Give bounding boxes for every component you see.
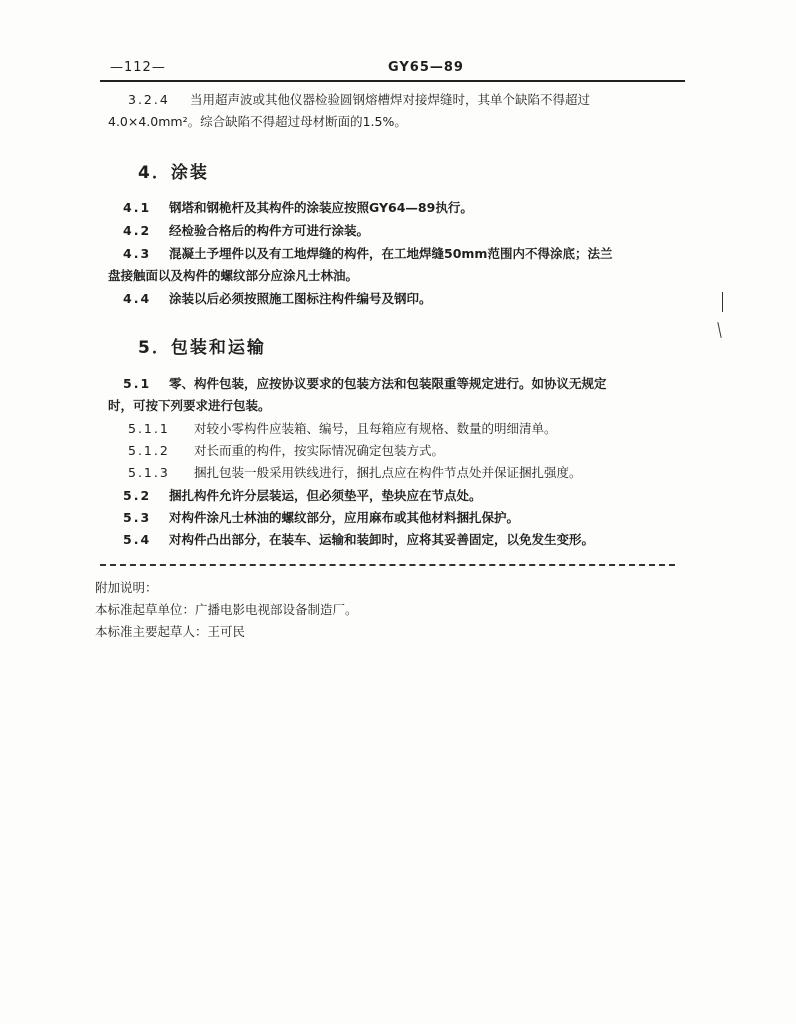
clause-text: 捆扎构件允许分层装运，但必须垫平，垫块应在节点处。	[169, 488, 482, 503]
clause-text: 钢塔和钢桅杆及其构件的涂装应按照GY64—89执行。	[169, 200, 473, 215]
clause-text: 对构件凸出部分，在装车、运输和装卸时，应将其妥善固定，以免发生变形。	[169, 532, 595, 547]
clause-text: 经检验合格后的构件方可进行涂装。	[169, 223, 370, 238]
clause-4-1	[123, 200, 473, 216]
clause-5-1-2	[128, 443, 444, 459]
clause-5-3	[123, 510, 519, 526]
clause-4-2	[123, 223, 369, 239]
notes-heading: 附加说明：	[95, 580, 158, 595]
clause-4-3-continued: 盘接触面以及构件的螺纹部分应涂凡士林油。	[108, 268, 359, 283]
clause-text: 当用超声波或其他仪器检验圆钢熔槽焊对接焊缝时，其单个缺陷不得超过	[190, 92, 591, 107]
clause-3-2-4-continued: 4.0×4.0mm²。综合缺陷不得超过母材断面的1.5%。	[108, 114, 407, 129]
clause-text: 捆扎包装一般采用铁线进行，捆扎点应在构件节点处并保证捆扎强度。	[194, 465, 582, 480]
clause-number: 4.3	[123, 246, 152, 261]
clause-text: 混凝土予埋件以及有工地焊缝的构件，在工地焊缝50mm范围内不得涂底；法兰	[169, 246, 613, 261]
clause-text: 对构件涂凡士林油的螺纹部分，应用麻布或其他材料捆扎保护。	[169, 510, 520, 525]
scan-mark	[717, 322, 721, 338]
clause-number: 4.2	[123, 223, 152, 238]
clause-text: 对长而重的构件，按实际情况确定包装方式。	[194, 443, 445, 458]
header-rule	[100, 80, 685, 82]
drafting-unit: 本标准起草单位：广播电影电视部设备制造厂。	[95, 602, 358, 617]
clause-number: 5.2	[123, 488, 152, 503]
clause-number: 3.2.4	[128, 92, 170, 107]
clause-5-1-continued: 时，可按下列要求进行包装。	[108, 398, 271, 413]
clause-text: 对较小零构件应装箱、编号，且每箱应有规格、数量的明细清单。	[194, 421, 557, 436]
clause-4-4	[123, 291, 432, 307]
clause-text: 零、构件包装，应按协议要求的包装方法和包装限重等规定进行。如协议无规定	[169, 376, 607, 391]
clause-number: 5.1.3	[128, 465, 170, 480]
standard-code: GY65—89	[388, 60, 464, 75]
clause-number: 5.1.2	[128, 443, 170, 458]
clause-number: 5.1.1	[128, 421, 170, 436]
clause-number: 5.4	[123, 532, 152, 547]
drafter: 本标准主要起草人：王可民	[95, 624, 246, 639]
clause-text: 涂装以后必须按照施工图标注构件编号及钢印。	[169, 291, 432, 306]
clause-number: 4.1	[123, 200, 152, 215]
clause-3-2-4	[128, 92, 590, 108]
scan-mark	[722, 292, 723, 312]
section-4-title: 4．涂装	[138, 163, 209, 183]
clause-number: 5.1	[123, 376, 152, 391]
clause-5-4	[123, 532, 594, 548]
clause-5-2	[123, 488, 482, 504]
footer-rule	[100, 564, 675, 566]
clause-5-1-1	[128, 421, 557, 437]
clause-number: 4.4	[123, 291, 152, 306]
section-5-title: 5．包装和运输	[138, 338, 266, 358]
clause-5-1	[123, 376, 607, 392]
clause-5-1-3	[128, 465, 582, 481]
page-number: —112—	[110, 60, 166, 75]
clause-number: 5.3	[123, 510, 152, 525]
clause-4-3	[123, 246, 612, 262]
